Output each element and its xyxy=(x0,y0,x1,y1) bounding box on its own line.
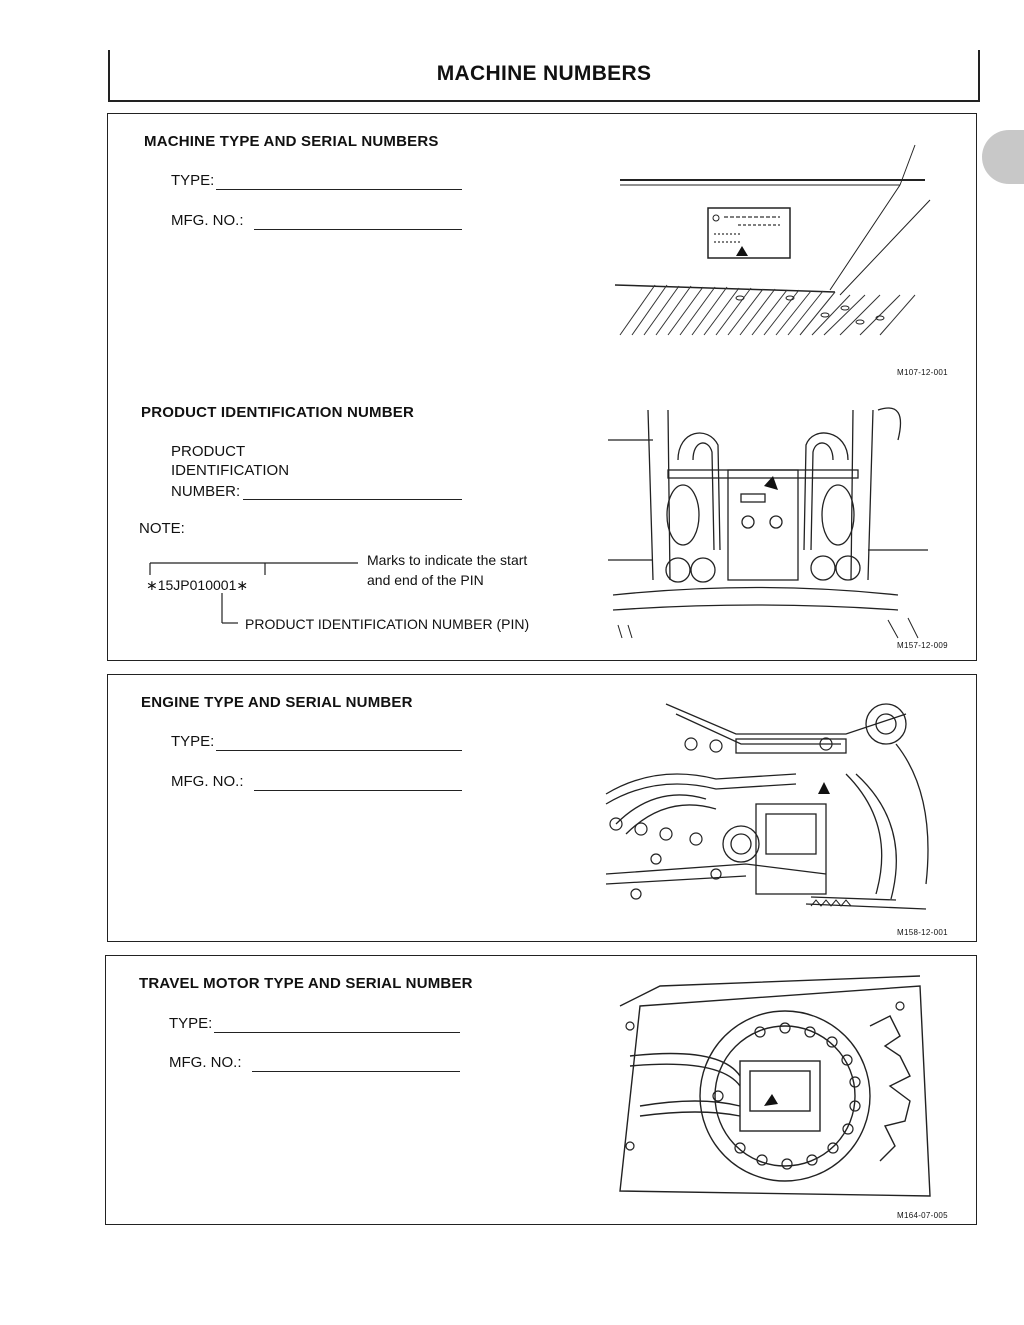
machine-mfg-label: MFG. NO.: xyxy=(171,212,244,229)
travel-motor-figure-code: M164-07-005 xyxy=(897,1211,948,1220)
engine-type-fill-line xyxy=(216,750,462,751)
pin-figure-code: M157-12-009 xyxy=(897,641,948,650)
pin-caption: PRODUCT IDENTIFICATION NUMBER (PIN) xyxy=(245,616,530,632)
travel-motor-mfg-label: MFG. NO.: xyxy=(169,1054,242,1071)
marks-note-line2: and end of the PIN xyxy=(367,572,484,588)
machine-type-section-title: MACHINE TYPE AND SERIAL NUMBERS xyxy=(144,133,439,150)
engine-illustration xyxy=(596,684,964,924)
engine-mfg-label: MFG. NO.: xyxy=(171,773,244,790)
page-title: MACHINE NUMBERS xyxy=(436,62,652,85)
note-label: NOTE: xyxy=(139,520,185,537)
engine-type-label: TYPE: xyxy=(171,733,215,750)
machine-plate-illustration xyxy=(610,140,930,350)
pin-fill-line xyxy=(243,499,462,500)
pin-label-line1: PRODUCT xyxy=(171,443,246,460)
travel-motor-section-title: TRAVEL MOTOR TYPE AND SERIAL NUMBER xyxy=(139,975,473,992)
machine-type-label: TYPE: xyxy=(171,172,215,189)
engine-figure-code: M158-12-001 xyxy=(897,928,948,937)
machine-type-fill-line xyxy=(216,189,462,190)
machine-figure-code: M107-12-001 xyxy=(897,368,948,377)
engine-mfg-fill-line xyxy=(254,790,462,791)
pin-location-illustration xyxy=(608,400,938,640)
machine-mfg-fill-line xyxy=(254,229,462,230)
engine-section-title: ENGINE TYPE AND SERIAL NUMBER xyxy=(141,694,413,711)
section-tab-marker xyxy=(982,130,1024,184)
travel-motor-type-fill-line xyxy=(214,1032,460,1033)
pin-label-line2: IDENTIFICATION xyxy=(171,462,290,479)
example-pin-text: ∗15JP010001∗ xyxy=(146,577,249,593)
marks-note-line1: Marks to indicate the start xyxy=(367,552,528,568)
pin-label-line3: NUMBER: xyxy=(171,483,241,500)
travel-motor-illustration xyxy=(600,966,930,1206)
travel-motor-type-label: TYPE: xyxy=(169,1015,213,1032)
pin-section-title: PRODUCT IDENTIFICATION NUMBER xyxy=(141,404,415,421)
travel-motor-mfg-fill-line xyxy=(252,1071,460,1072)
